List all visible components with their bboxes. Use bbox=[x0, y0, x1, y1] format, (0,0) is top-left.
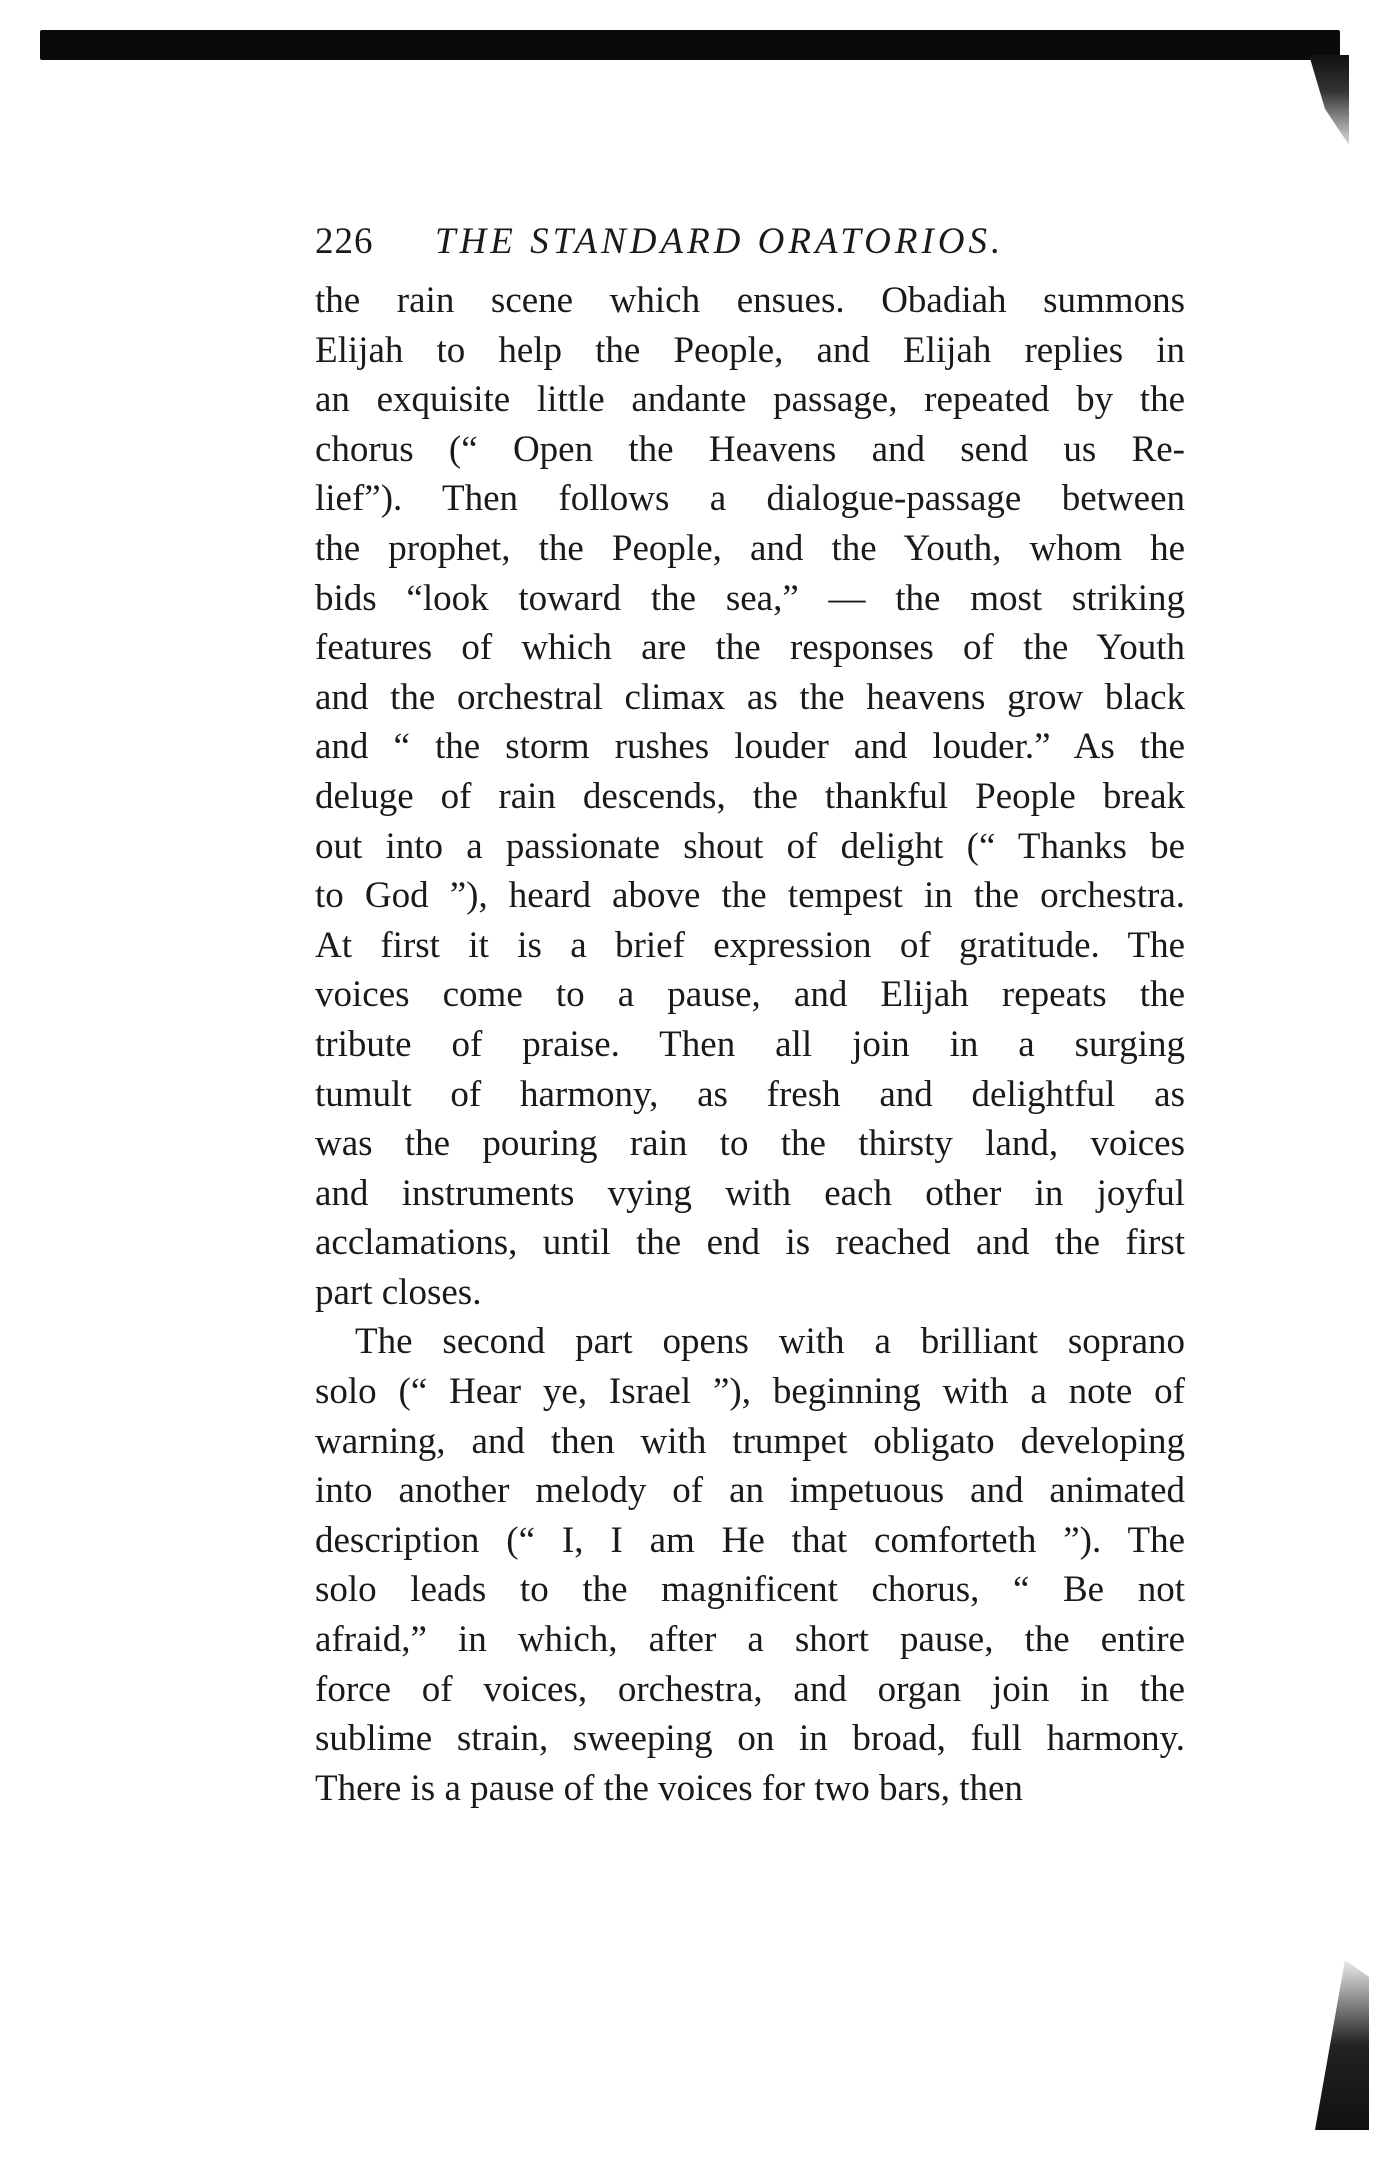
paragraph bbox=[315, 276, 1185, 1317]
text-line: features of which are the responses of the Youth bbox=[315, 627, 1185, 669]
text-line: and instruments vying with each other in joyful bbox=[315, 1172, 1185, 1214]
text-line: out into a passionate shout of delight (“ Thanks be bbox=[315, 825, 1185, 867]
text-line: solo leads to the magnificent chorus, “ Be not bbox=[315, 1569, 1185, 1611]
paragraph bbox=[315, 1317, 1185, 1813]
text-line: bids “look toward the sea,” — the most striking bbox=[315, 577, 1185, 619]
running-head bbox=[315, 220, 1185, 270]
text-line: the rain scene which ensues. Obadiah summons bbox=[315, 280, 1185, 321]
text-line: tribute of praise. Then all join in a surging bbox=[315, 1023, 1185, 1065]
text-line: and the orchestral climax as the heavens grow black bbox=[315, 676, 1185, 718]
body-text bbox=[315, 276, 1185, 1813]
text-line: chorus (“ Open the Heavens and send us Re- bbox=[315, 428, 1185, 470]
text-line: acclamations, until the end is reached and the first bbox=[315, 1222, 1185, 1264]
text-line: voices come to a pause, and Elijah repeats the bbox=[315, 974, 1185, 1016]
text-line: tumult of harmony, as fresh and delightful as bbox=[315, 1073, 1185, 1115]
text-line: lief”). Then follows a dialogue-passage between bbox=[315, 478, 1185, 520]
text-line: solo (“ Hear ye, Israel ”), beginning with a note of bbox=[315, 1371, 1185, 1413]
scan-artifact-top-corner bbox=[1309, 55, 1349, 145]
text-line: description (“ I, I am He that comforteth ”). The bbox=[315, 1519, 1185, 1561]
text-line: afraid,” in which, after a short pause, the entire bbox=[315, 1619, 1185, 1661]
scan-artifact-bottom-edge bbox=[1309, 1960, 1369, 2130]
text-line: Elijah to help the People, and Elijah replies in bbox=[315, 329, 1185, 371]
text-line: into another melody of an impetuous and animated bbox=[315, 1470, 1185, 1512]
text-line: The second part opens with a brilliant soprano bbox=[355, 1321, 1185, 1363]
text-line: warning, and then with trumpet obligato developing bbox=[315, 1420, 1185, 1462]
running-title: THE STANDARD ORATORIOS. bbox=[435, 221, 1005, 262]
text-line: force of voices, orchestra, and organ join in the bbox=[315, 1668, 1185, 1710]
text-line: sublime strain, sweeping on in broad, full harmony. bbox=[315, 1718, 1185, 1760]
page-number: 226 bbox=[315, 221, 374, 262]
text-line: deluge of rain descends, the thankful People break bbox=[315, 775, 1185, 817]
text-line: the prophet, the People, and the Youth, whom he bbox=[315, 527, 1185, 569]
text-line: part closes. bbox=[315, 1271, 482, 1313]
text-line: to God ”), heard above the tempest in the orchestra. bbox=[315, 875, 1185, 917]
text-line: an exquisite little andante passage, repeated by the bbox=[315, 379, 1185, 421]
text-line: There is a pause of the voices for two bars, then bbox=[315, 1767, 1023, 1809]
text-line: and “ the storm rushes louder and louder.” As the bbox=[315, 726, 1185, 768]
text-line: At first it is a brief expression of gratitude. The bbox=[315, 924, 1185, 966]
text-line: was the pouring rain to the thirsty land, voices bbox=[315, 1123, 1185, 1165]
book-page bbox=[315, 220, 1185, 1813]
scan-artifact-top-bar bbox=[40, 30, 1340, 60]
